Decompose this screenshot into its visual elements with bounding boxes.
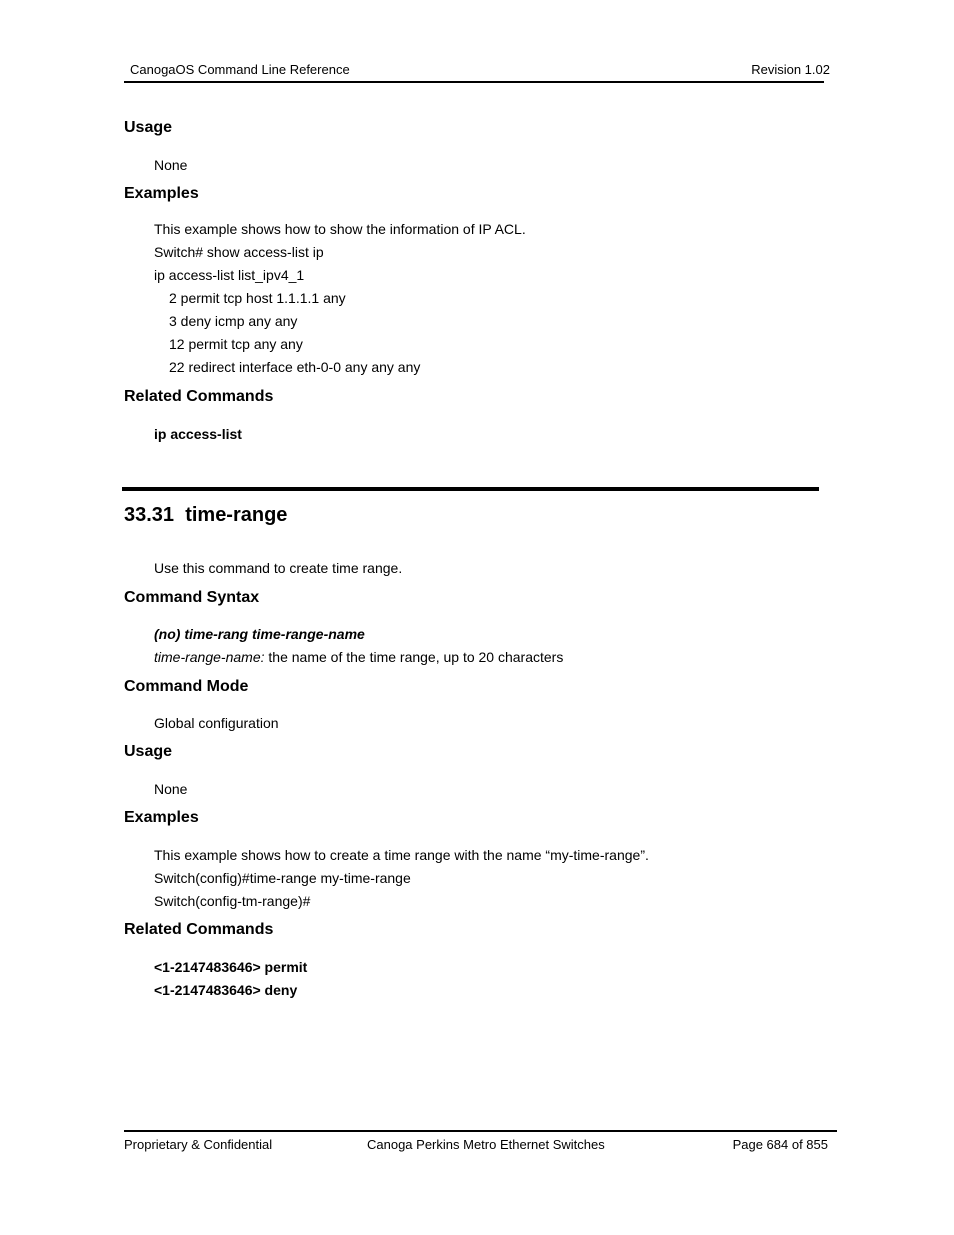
example-line: Switch(config-tm-range)# bbox=[154, 893, 311, 909]
command-syntax: (no) time-rang time-range-name bbox=[154, 626, 365, 642]
example-line: Switch# show access-list ip bbox=[154, 244, 324, 260]
usage-text: None bbox=[154, 781, 188, 797]
footer-page-number: Page 684 of 855 bbox=[732, 1137, 828, 1152]
footer-rule bbox=[124, 1130, 837, 1132]
examples-heading: Examples bbox=[124, 809, 199, 826]
example-indented-line: 2 permit tcp host 1.1.1.1 any bbox=[169, 290, 346, 306]
usage-heading: Usage bbox=[124, 119, 173, 136]
command-mode-heading: Command Mode bbox=[124, 678, 249, 695]
example-indented-line: 12 permit tcp any any bbox=[169, 336, 303, 352]
usage-heading: Usage bbox=[124, 743, 173, 760]
param-text: the name of the time range, up to 20 characters bbox=[264, 649, 564, 665]
examples-heading: Examples bbox=[124, 185, 199, 202]
example-line: This example shows how to create a time range with the name “my-time-range”. bbox=[154, 847, 649, 863]
header-title: CanogaOS Command Line Reference bbox=[130, 62, 350, 77]
example-indented-line: 3 deny icmp any any bbox=[169, 313, 298, 329]
related-commands-heading: Related Commands bbox=[124, 388, 274, 405]
related-command: <1-2147483646> deny bbox=[154, 982, 298, 998]
section-number: 33.31 bbox=[124, 504, 175, 526]
related-commands-heading: Related Commands bbox=[124, 921, 274, 938]
section-intro: Use this command to create time range. bbox=[154, 560, 403, 576]
related-command: ip access-list bbox=[154, 426, 242, 442]
section-divider bbox=[122, 487, 819, 491]
related-command: <1-2147483646> permit bbox=[154, 959, 308, 975]
example-line: ip access-list list_ipv4_1 bbox=[154, 267, 305, 283]
command-mode: Global configuration bbox=[154, 715, 279, 731]
footer-center: Canoga Perkins Metro Ethernet Switches bbox=[367, 1137, 605, 1152]
param-description bbox=[154, 649, 563, 665]
example-indented-line: 22 redirect interface eth-0-0 any any any bbox=[169, 359, 421, 375]
section-name: time-range bbox=[185, 504, 288, 526]
example-line: This example shows how to show the information of IP ACL. bbox=[154, 221, 526, 237]
header-revision: Revision 1.02 bbox=[751, 62, 830, 77]
usage-text: None bbox=[154, 157, 188, 173]
section-title bbox=[124, 504, 287, 527]
param-name: time-range-name: bbox=[154, 649, 265, 665]
example-line: Switch(config)#time-range my-time-range bbox=[154, 870, 411, 886]
header-rule bbox=[124, 81, 824, 83]
command-syntax-heading: Command Syntax bbox=[124, 589, 260, 606]
footer-left: Proprietary & Confidential bbox=[124, 1137, 273, 1152]
